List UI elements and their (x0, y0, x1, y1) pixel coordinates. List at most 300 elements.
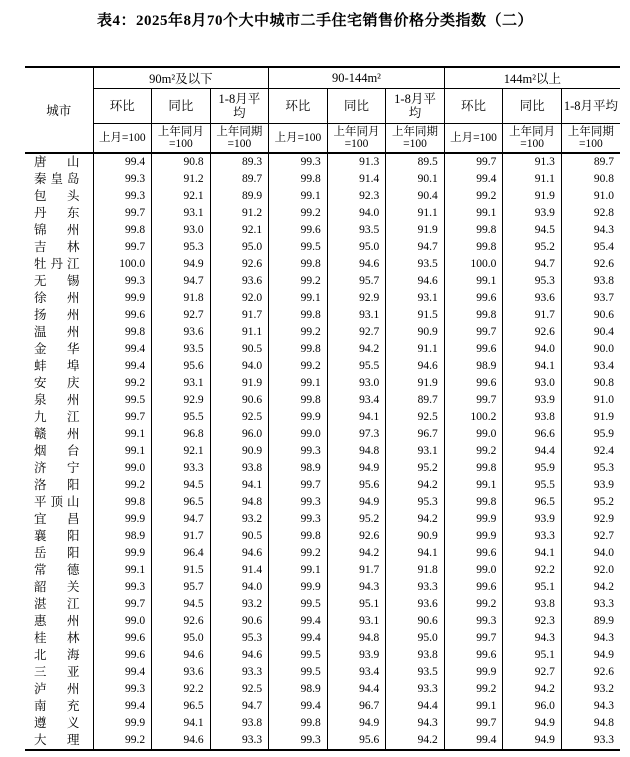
value-cell: 94.6 (152, 647, 211, 664)
value-cell: 94.3 (503, 630, 562, 647)
value-cell: 95.2 (386, 460, 445, 477)
value-cell: 92.6 (152, 613, 211, 630)
value-cell: 94.8 (210, 494, 269, 511)
value-cell: 99.9 (269, 409, 328, 426)
value-cell: 94.5 (503, 222, 562, 239)
value-cell: 99.1 (269, 562, 328, 579)
city-name: 包头 (34, 189, 80, 203)
city-cell (25, 392, 93, 409)
value-cell: 92.7 (503, 664, 562, 681)
value-cell: 99.9 (444, 664, 503, 681)
value-cell: 93.6 (386, 596, 445, 613)
value-cell: 99.3 (93, 579, 152, 596)
value-cell: 99.9 (93, 290, 152, 307)
value-cell: 99.9 (269, 579, 328, 596)
city-name: 温州 (34, 325, 80, 339)
city-cell (25, 681, 93, 698)
table-row (25, 171, 620, 188)
city-cell (25, 460, 93, 477)
value-cell: 99.8 (93, 494, 152, 511)
value-cell: 99.4 (93, 358, 152, 375)
value-cell: 91.9 (386, 375, 445, 392)
value-cell: 99.6 (444, 647, 503, 664)
value-cell: 94.0 (503, 341, 562, 358)
value-cell: 91.4 (327, 171, 386, 188)
value-cell: 99.7 (93, 596, 152, 613)
value-cell: 99.4 (93, 698, 152, 715)
value-cell: 91.0 (593, 190, 614, 202)
value-cell: 91.3 (503, 153, 562, 171)
table-row (25, 205, 620, 222)
table-row (25, 443, 620, 460)
value-cell: 92.6 (327, 528, 386, 545)
baseheader-prev-month: 上月=100 (269, 124, 328, 154)
value-cell: 99.8 (444, 307, 503, 324)
table-row (25, 511, 620, 528)
value-cell: 92.7 (327, 324, 386, 341)
baseheader-same-period-last-year: 上年同期=100 (210, 124, 269, 154)
value-cell: 99.3 (269, 153, 328, 171)
city-cell (25, 630, 93, 647)
value-cell: 94.1 (386, 545, 445, 562)
value-cell: 99.8 (269, 256, 328, 273)
value-cell: 91.1 (503, 171, 562, 188)
value-cell: 93.1 (386, 443, 445, 460)
value-cell: 99.8 (93, 222, 152, 239)
table-row (25, 647, 620, 664)
value-cell: 89.7 (210, 171, 269, 188)
value-cell: 99.3 (269, 732, 328, 750)
subheader-jan-aug-avg: 1-8月平均 (210, 89, 269, 124)
table-row (25, 290, 620, 307)
value-cell: 94.9 (327, 460, 386, 477)
value-cell: 95.1 (503, 579, 562, 596)
value-cell: 99.8 (269, 715, 328, 732)
value-cell: 99.7 (93, 205, 152, 222)
city-name: 扬州 (34, 308, 80, 322)
value-cell: 96.7 (386, 426, 445, 443)
table-row (25, 630, 620, 647)
value-cell: 98.9 (93, 528, 152, 545)
value-cell: 90.1 (386, 171, 445, 188)
city-name: 泸州 (34, 682, 80, 696)
value-cell: 94.6 (210, 545, 269, 562)
value-cell: 99.8 (444, 494, 503, 511)
value-cell: 96.5 (152, 494, 211, 511)
value-cell: 95.2 (327, 511, 386, 528)
value-cell: 93.8 (210, 460, 269, 477)
value-cell: 94.3 (593, 632, 614, 644)
value-cell: 89.7 (386, 392, 445, 409)
group-header-under-90sqm: 90m²及以下 (93, 67, 269, 89)
value-cell: 90.6 (386, 613, 445, 630)
subheader-yoy: 同比 (327, 89, 386, 124)
value-cell: 99.7 (444, 153, 503, 171)
value-cell: 93.8 (593, 275, 614, 287)
city-cell (25, 256, 93, 273)
value-cell: 95.1 (327, 596, 386, 613)
value-cell: 99.4 (269, 613, 328, 630)
city-name: 北海 (34, 648, 80, 662)
value-cell: 92.3 (327, 188, 386, 205)
value-cell: 89.5 (386, 153, 445, 171)
value-cell: 95.5 (152, 409, 211, 426)
value-cell: 93.3 (593, 734, 614, 746)
value-cell: 99.8 (269, 528, 328, 545)
value-cell: 99.6 (444, 290, 503, 307)
value-cell: 99.3 (269, 443, 328, 460)
value-cell: 95.4 (593, 241, 614, 253)
value-cell: 99.0 (444, 426, 503, 443)
subheader-mom: 环比 (269, 89, 328, 124)
table-header (25, 67, 620, 153)
city-cell (25, 647, 93, 664)
value-cell: 96.6 (503, 426, 562, 443)
value-cell: 94.6 (327, 256, 386, 273)
table-body (25, 153, 620, 750)
table-row (25, 579, 620, 596)
city-name: 常德 (34, 563, 80, 577)
value-cell: 93.5 (386, 664, 445, 681)
value-cell: 93.3 (386, 579, 445, 596)
value-cell: 99.6 (93, 307, 152, 324)
value-cell: 89.9 (210, 188, 269, 205)
value-cell: 94.9 (152, 256, 211, 273)
city-cell (25, 596, 93, 613)
value-cell: 99.3 (93, 171, 152, 188)
value-cell: 94.1 (503, 358, 562, 375)
value-cell: 93.3 (386, 681, 445, 698)
value-cell: 98.9 (444, 358, 503, 375)
value-cell: 95.0 (210, 239, 269, 256)
value-cell: 94.2 (386, 477, 445, 494)
value-cell: 99.2 (444, 596, 503, 613)
value-cell: 90.4 (593, 326, 614, 338)
value-cell: 93.1 (327, 613, 386, 630)
table-row (25, 239, 620, 256)
city-cell (25, 188, 93, 205)
value-cell: 95.3 (386, 494, 445, 511)
value-cell: 90.6 (210, 613, 269, 630)
value-cell: 91.1 (386, 341, 445, 358)
city-cell (25, 358, 93, 375)
city-name: 湛江 (34, 597, 80, 611)
value-cell: 94.1 (503, 545, 562, 562)
value-cell: 99.2 (269, 205, 328, 222)
value-cell: 94.0 (210, 358, 269, 375)
city-cell (25, 307, 93, 324)
table-row (25, 494, 620, 511)
value-cell: 94.8 (593, 717, 614, 729)
value-cell: 94.9 (503, 715, 562, 732)
table-row (25, 188, 620, 205)
city-name: 泉州 (34, 393, 80, 407)
value-cell: 99.3 (93, 681, 152, 698)
value-cell: 91.3 (327, 153, 386, 171)
city-cell (25, 562, 93, 579)
city-cell (25, 290, 93, 307)
table-row (25, 732, 620, 750)
value-cell: 90.5 (210, 528, 269, 545)
value-cell: 95.2 (503, 239, 562, 256)
value-cell: 99.8 (444, 222, 503, 239)
value-cell: 99.2 (269, 545, 328, 562)
value-cell: 94.6 (152, 732, 211, 750)
value-cell: 94.2 (386, 511, 445, 528)
value-cell: 91.5 (152, 562, 211, 579)
value-cell: 92.5 (386, 409, 445, 426)
table-row (25, 681, 620, 698)
value-cell: 93.4 (593, 360, 614, 372)
table-row (25, 460, 620, 477)
value-cell: 93.6 (152, 324, 211, 341)
city-name: 九江 (34, 410, 80, 424)
value-cell: 96.4 (152, 545, 211, 562)
value-cell: 95.5 (327, 358, 386, 375)
table-row (25, 409, 620, 426)
value-cell: 99.5 (93, 392, 152, 409)
value-cell: 99.7 (444, 715, 503, 732)
table-row (25, 153, 620, 171)
value-cell: 92.6 (593, 258, 614, 270)
value-cell: 91.1 (210, 324, 269, 341)
value-cell: 99.7 (93, 409, 152, 426)
value-cell: 92.0 (210, 290, 269, 307)
value-cell: 99.4 (444, 732, 503, 750)
city-name: 遵义 (34, 716, 80, 730)
value-cell: 99.5 (269, 239, 328, 256)
city-cell (25, 494, 93, 511)
value-cell: 93.9 (503, 392, 562, 409)
value-cell: 99.9 (444, 511, 503, 528)
value-cell: 99.8 (269, 341, 328, 358)
value-cell: 99.5 (269, 647, 328, 664)
value-cell: 95.0 (386, 630, 445, 647)
table-row (25, 698, 620, 715)
value-cell: 91.8 (386, 562, 445, 579)
value-cell: 89.3 (210, 153, 269, 171)
city-name: 平顶山 (34, 495, 80, 509)
value-cell: 99.8 (93, 324, 152, 341)
value-cell: 99.2 (269, 324, 328, 341)
city-name: 惠州 (34, 614, 80, 628)
value-cell: 94.2 (593, 581, 614, 593)
value-cell: 94.0 (327, 205, 386, 222)
value-cell: 90.8 (593, 173, 614, 185)
value-cell: 94.7 (152, 511, 211, 528)
city-name: 锦州 (34, 223, 80, 237)
value-cell: 92.7 (593, 530, 614, 542)
value-cell: 93.5 (386, 256, 445, 273)
value-cell: 94.9 (327, 715, 386, 732)
value-cell: 93.5 (327, 222, 386, 239)
value-cell: 93.1 (152, 205, 211, 222)
city-cell (25, 205, 93, 222)
value-cell: 99.7 (93, 239, 152, 256)
value-cell: 90.8 (152, 153, 211, 171)
baseheader-same-month-last-year: 上年同月=100 (503, 124, 562, 154)
value-cell: 93.3 (503, 528, 562, 545)
value-cell: 93.2 (210, 596, 269, 613)
value-cell: 95.6 (327, 477, 386, 494)
value-cell: 99.8 (444, 239, 503, 256)
city-name: 秦皇岛 (34, 172, 80, 186)
city-cell (25, 528, 93, 545)
city-name: 三亚 (34, 665, 80, 679)
value-cell: 94.3 (327, 579, 386, 596)
value-cell: 92.5 (210, 681, 269, 698)
table-row (25, 562, 620, 579)
value-cell: 95.3 (593, 462, 614, 474)
value-cell: 94.6 (210, 647, 269, 664)
value-cell: 91.9 (593, 411, 614, 423)
value-cell: 96.0 (210, 426, 269, 443)
city-name: 金华 (34, 342, 80, 356)
value-cell: 92.1 (152, 188, 211, 205)
value-cell: 93.8 (210, 715, 269, 732)
value-cell: 94.6 (386, 273, 445, 290)
table-row (25, 307, 620, 324)
baseheader-prev-month: 上月=100 (444, 124, 503, 154)
value-cell: 93.4 (327, 664, 386, 681)
city-cell (25, 732, 93, 750)
value-cell: 94.7 (210, 698, 269, 715)
value-cell: 93.0 (152, 222, 211, 239)
value-cell: 91.7 (152, 528, 211, 545)
value-cell: 96.8 (152, 426, 211, 443)
value-cell: 99.1 (93, 443, 152, 460)
table-row (25, 613, 620, 630)
value-cell: 99.7 (269, 477, 328, 494)
value-cell: 95.6 (152, 358, 211, 375)
city-cell (25, 579, 93, 596)
value-cell: 95.7 (152, 579, 211, 596)
value-cell: 99.7 (444, 392, 503, 409)
value-cell: 91.4 (210, 562, 269, 579)
value-cell: 92.9 (327, 290, 386, 307)
value-cell: 90.6 (593, 309, 614, 321)
value-cell: 90.4 (386, 188, 445, 205)
value-cell: 99.1 (93, 426, 152, 443)
value-cell: 95.0 (327, 239, 386, 256)
value-cell: 94.3 (593, 700, 614, 712)
city-name: 桂林 (34, 631, 80, 645)
value-cell: 91.0 (593, 394, 614, 406)
city-cell (25, 324, 93, 341)
city-cell (25, 511, 93, 528)
baseheader-same-month-last-year: 上年同月=100 (327, 124, 386, 154)
subheader-mom: 环比 (444, 89, 503, 124)
value-cell: 95.9 (593, 428, 614, 440)
value-cell: 99.0 (269, 426, 328, 443)
value-cell: 95.3 (503, 273, 562, 290)
value-cell: 93.3 (593, 598, 614, 610)
city-name: 济宁 (34, 461, 80, 475)
table-row (25, 392, 620, 409)
city-cell (25, 477, 93, 494)
value-cell: 94.7 (386, 239, 445, 256)
value-cell: 93.9 (593, 479, 614, 491)
city-cell (25, 664, 93, 681)
value-cell: 93.6 (152, 664, 211, 681)
value-cell: 95.7 (327, 273, 386, 290)
city-cell (25, 153, 93, 171)
value-cell: 99.6 (444, 545, 503, 562)
value-cell: 96.7 (327, 698, 386, 715)
subheader-yoy: 同比 (152, 89, 211, 124)
value-cell: 92.3 (503, 613, 562, 630)
value-cell: 93.9 (503, 511, 562, 528)
value-cell: 99.1 (444, 477, 503, 494)
value-cell: 99.6 (269, 222, 328, 239)
value-cell: 99.1 (444, 698, 503, 715)
value-cell: 97.3 (327, 426, 386, 443)
value-cell: 99.3 (269, 511, 328, 528)
value-cell: 99.2 (444, 681, 503, 698)
value-cell: 93.8 (386, 647, 445, 664)
value-cell: 93.1 (152, 375, 211, 392)
page-title: 表4：2025年8月70个大中城市二手住宅销售价格分类指数（二） (96, 13, 533, 29)
value-cell: 93.8 (503, 409, 562, 426)
city-name: 岳阳 (34, 546, 80, 560)
subheader-mom: 环比 (93, 89, 152, 124)
table-row (25, 545, 620, 562)
value-cell: 93.5 (152, 341, 211, 358)
value-cell: 93.0 (503, 375, 562, 392)
value-cell: 94.3 (593, 224, 614, 236)
table-row (25, 358, 620, 375)
value-cell: 99.9 (93, 545, 152, 562)
value-cell: 100.0 (444, 256, 503, 273)
subheader-jan-aug-avg: 1-8月平均 (561, 89, 620, 124)
value-cell: 99.4 (444, 171, 503, 188)
city-name: 吉林 (34, 240, 80, 254)
city-name: 宜昌 (34, 512, 80, 526)
value-cell: 95.3 (210, 630, 269, 647)
value-cell: 99.8 (269, 171, 328, 188)
value-cell: 99.2 (269, 358, 328, 375)
table-row (25, 715, 620, 732)
value-cell: 89.7 (593, 156, 614, 168)
value-cell: 99.1 (444, 205, 503, 222)
value-cell: 92.2 (152, 681, 211, 698)
value-cell: 91.9 (503, 188, 562, 205)
city-cell (25, 375, 93, 392)
value-cell: 92.0 (593, 564, 614, 576)
value-cell: 93.3 (210, 664, 269, 681)
value-cell: 98.9 (269, 460, 328, 477)
value-cell: 93.1 (327, 307, 386, 324)
city-cell (25, 426, 93, 443)
value-cell: 95.6 (327, 732, 386, 750)
value-cell: 93.9 (327, 647, 386, 664)
value-cell: 92.9 (152, 392, 211, 409)
city-name: 蚌埠 (34, 359, 80, 373)
value-cell: 93.6 (503, 290, 562, 307)
baseheader-same-month-last-year: 上年同月=100 (152, 124, 211, 154)
city-name: 徐州 (34, 291, 80, 305)
value-cell: 94.2 (503, 681, 562, 698)
value-cell: 96.5 (152, 698, 211, 715)
table-row (25, 426, 620, 443)
value-cell: 99.8 (444, 460, 503, 477)
value-cell: 95.2 (593, 496, 614, 508)
city-name: 牡丹江 (34, 257, 80, 271)
city-cell (25, 341, 93, 358)
value-cell: 99.7 (444, 630, 503, 647)
table-row (25, 256, 620, 273)
city-cell (25, 409, 93, 426)
